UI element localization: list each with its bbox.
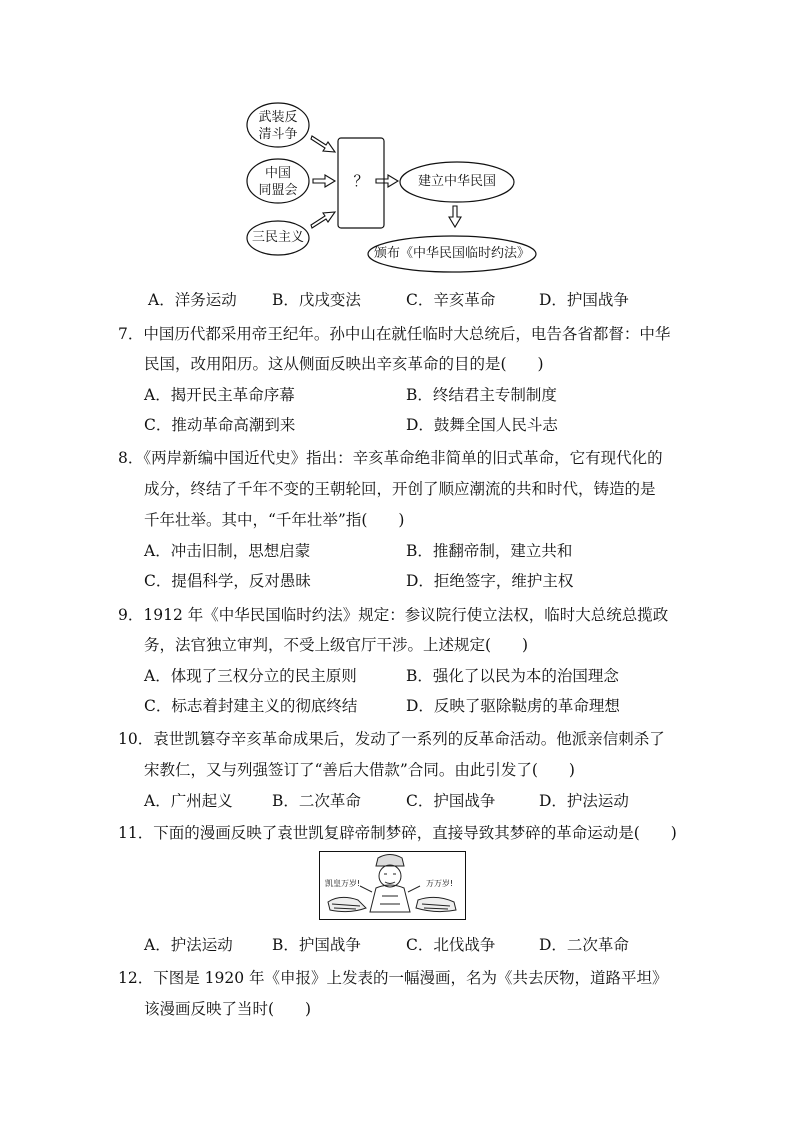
q7-option-c: C．推动革命高潮到来	[144, 416, 296, 434]
cartoon-caption-right: 万万岁!	[426, 879, 454, 888]
q8-stem-line-1: 8．《两岸新编中国近代史》指出：辛亥革命绝非简单的旧式革命，它有现代化的	[118, 449, 663, 467]
revolution-flow-diagram	[240, 100, 540, 280]
q10-stem-line-2: 宋教仁，又与列强签订了“善后大借款”合同。由此引发了( )	[144, 761, 575, 779]
q6-option-d: D．护国战争	[539, 291, 629, 309]
q10-stem-line-1: 10．袁世凯篡夺辛亥革命成果后，发动了一系列的反革命活动。他派亲信刺杀了	[118, 730, 665, 748]
q8-option-b: B．推翻帝制，建立共和	[406, 542, 573, 560]
q8-stem-line-2: 成分，终结了千年不变的王朝轮回，开创了顺应潮流的共和时代，铸造的是	[144, 480, 656, 498]
arrow-armed	[311, 136, 335, 152]
node-armed-label: 武装反 清斗争	[258, 110, 298, 142]
q9-option-d: D．反映了驱除鞑虏的革命理想	[406, 697, 620, 715]
q7-option-a: A．揭开民主革命序幕	[144, 386, 295, 404]
node-constitution-label: 颁布《中华民国临时约法》	[373, 246, 530, 261]
q11-option-a: A．护法运动	[144, 936, 233, 954]
q11-option-b: B．护国战争	[272, 936, 361, 954]
q10-option-c: C．护国战争	[406, 792, 496, 810]
cartoon-caption-left: 凯皇万岁!	[325, 879, 361, 888]
q7-stem-line-2: 民国，改用阳历。这从侧面反映出辛亥革命的目的是( )	[144, 355, 544, 373]
q9-stem-line-2: 务，法官独立审判，不受上级官厅干涉。上述规定( )	[144, 636, 529, 654]
q8-option-c: C．提倡科学，反对愚昧	[144, 572, 311, 590]
node-roc-label: 建立中华民国	[417, 174, 496, 189]
q11-option-c: C．北伐战争	[406, 936, 496, 954]
q6-option-b: B．戊戌变法	[272, 291, 361, 309]
q8-stem-line-3: 千年壮举。其中，“千年壮举”指( )	[144, 511, 405, 529]
q8-option-a: A．冲击旧制，思想启蒙	[144, 542, 311, 560]
yuan-shikai-cartoon	[319, 851, 466, 920]
q9-stem-line-1: 9．1912 年《中华民国临时约法》规定：参议院行使立法权，临时大总统总揽政	[118, 606, 669, 624]
q10-option-d: D．护法运动	[539, 792, 629, 810]
q7-option-b: B．终结君主专制制度	[406, 386, 557, 404]
q12-stem-line-1: 12．下图是 1920 年《申报》上发表的一幅漫画，名为《共去厌物，道路平坦》	[118, 969, 668, 987]
q11-stem-line-1: 11．下面的漫画反映了袁世凯复辟帝制梦碎，直接导致其梦碎的革命运动是( )	[118, 824, 677, 842]
q7-stem-line-1: 7．中国历代都采用帝王纪年。孙中山在就任临时大总统后，电告各省都督：中华	[118, 325, 671, 343]
arrow-tongmenghui	[313, 175, 335, 187]
arrow-sanmin	[311, 212, 335, 228]
arrow-to-roc	[376, 175, 398, 187]
q11-option-d: D．二次革命	[539, 936, 629, 954]
q9-option-b: B．强化了以民为本的治国理念	[406, 667, 619, 685]
arrow-to-constitution	[449, 206, 461, 227]
q12-stem-line-2: 该漫画反映了当时( )	[144, 1000, 312, 1018]
q6-option-c: C．辛亥革命	[406, 291, 496, 309]
node-tongmenghui-label: 中国 同盟会	[258, 166, 298, 198]
q6-option-a: A．洋务运动	[148, 291, 237, 309]
q7-option-d: D．鼓舞全国人民斗志	[406, 416, 558, 434]
node-sanmin-label: 三民主义	[251, 230, 304, 245]
q8-option-d: D．拒绝签字，维护主权	[406, 572, 574, 590]
q10-option-b: B．二次革命	[272, 792, 361, 810]
q10-option-a: A．广州起义	[144, 792, 233, 810]
q9-option-a: A．体现了三权分立的民主原则	[144, 667, 357, 685]
q9-option-c: C．标志着封建主义的彻底终结	[144, 697, 358, 715]
question-mark: ？	[353, 172, 369, 190]
